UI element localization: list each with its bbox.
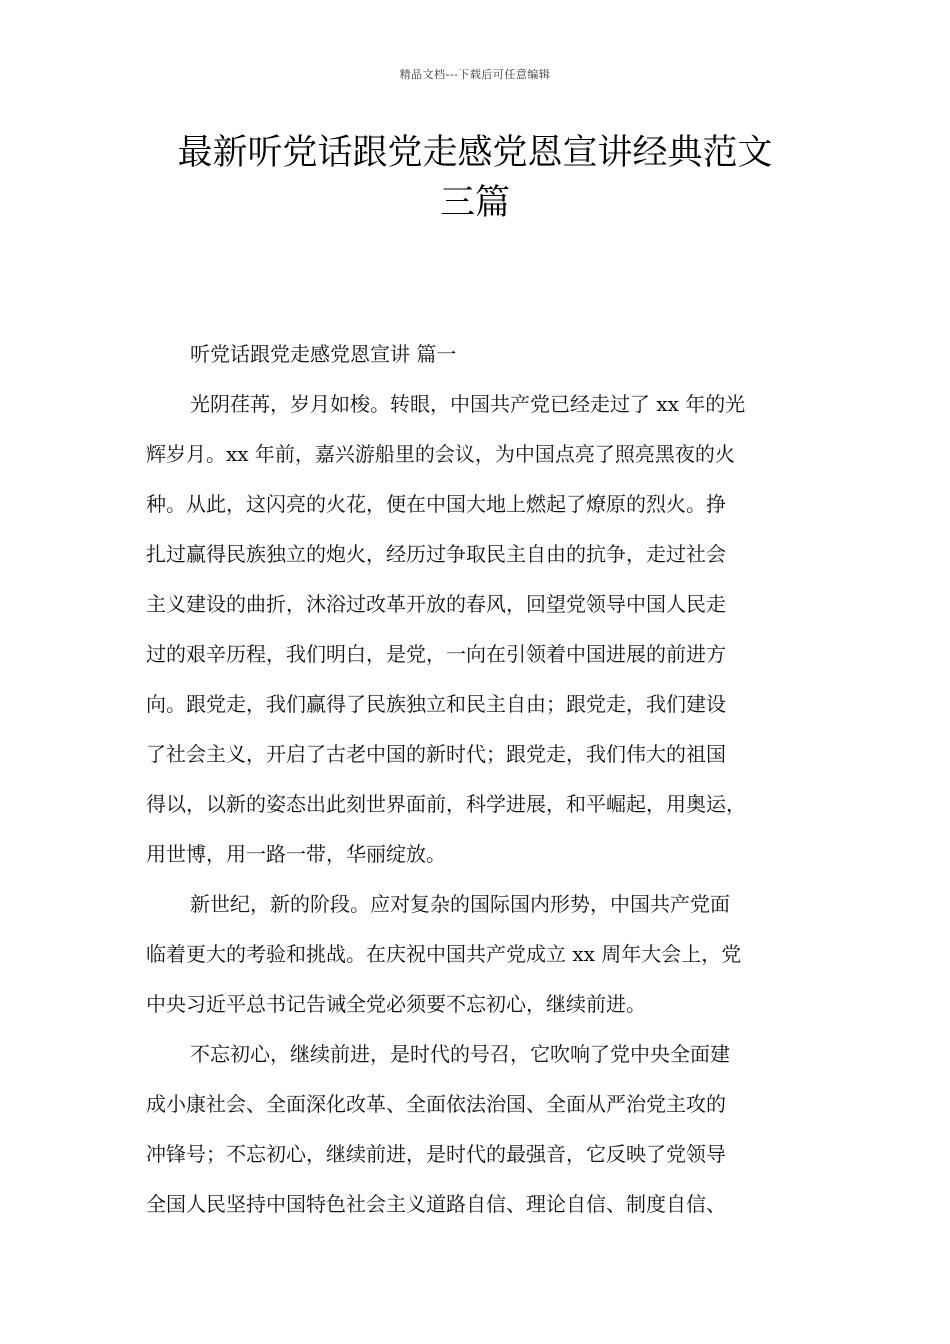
paragraph-line: 扎过赢得民族独立的炮火，经历过争取民主自由的抗争，走过社会 [146, 542, 726, 566]
document-title-line-1: 最新听党话跟党走感党恩宣讲经典范文 [177, 133, 773, 173]
paragraph-line: 用世博，用一路一带，华丽绽放。 [146, 842, 446, 866]
paragraph-line: 全国人民坚持中国特色社会主义道路自信、理论自信、制度自信、 [146, 1192, 726, 1216]
paragraph-line: 临着更大的考验和挑战。在庆祝中国共产党成立 xx 周年大会上，党 [146, 942, 742, 966]
paragraph-line: 新世纪，新的阶段。应对复杂的国际国内形势，中国共产党面 [190, 892, 730, 916]
paragraph-line: 中央习近平总书记告诫全党必须要不忘初心，继续前进。 [146, 992, 646, 1016]
paragraph-2 [146, 879, 814, 1029]
document-title [140, 128, 810, 228]
paragraph-line: 了社会主义，开启了古老中国的新时代；跟党走，我们伟大的祖国 [146, 742, 726, 766]
document-body [146, 329, 814, 1229]
paragraph-line: 冲锋号；不忘初心，继续前进，是时代的最强音，它反映了党领导 [146, 1142, 726, 1166]
paragraph-line: 成小康社会、全面深化改革、全面依法治国、全面从严治党主攻的 [146, 1092, 726, 1116]
paragraph-line: 不忘初心，继续前进，是时代的号召，它吹响了党中央全面建 [190, 1042, 730, 1066]
paragraph-line: 得以，以新的姿态出此刻世界面前，科学进展，和平崛起，用奥运， [146, 792, 746, 816]
paragraph-line: 种。从此，这闪亮的火花，便在中国大地上燃起了燎原的烈火。挣 [146, 492, 726, 516]
paragraph-3 [146, 1029, 814, 1229]
paragraph-1 [146, 379, 814, 879]
section-heading: 听党话跟党走感党恩宣讲 篇一 [190, 342, 457, 366]
paragraph-line: 辉岁月。xx 年前，嘉兴游船里的会议，为中国点亮了照亮黑夜的火 [146, 442, 735, 466]
document-title-line-2: 三篇 [439, 183, 510, 223]
paragraph-line: 主义建设的曲折，沐浴过改革开放的春风，回望党领导中国人民走 [146, 592, 726, 616]
header-note: 精品文档---下载后可任意编辑 [399, 68, 551, 81]
paragraph-line: 向。跟党走，我们赢得了民族独立和民主自由；跟党走，我们建设 [146, 692, 726, 716]
paragraph-line: 光阴荏苒，岁月如梭。转眼，中国共产党已经走过了 xx 年的光 [190, 392, 746, 416]
paragraph-line: 过的艰辛历程，我们明白，是党，一向在引领着中国进展的前进方 [146, 642, 726, 666]
